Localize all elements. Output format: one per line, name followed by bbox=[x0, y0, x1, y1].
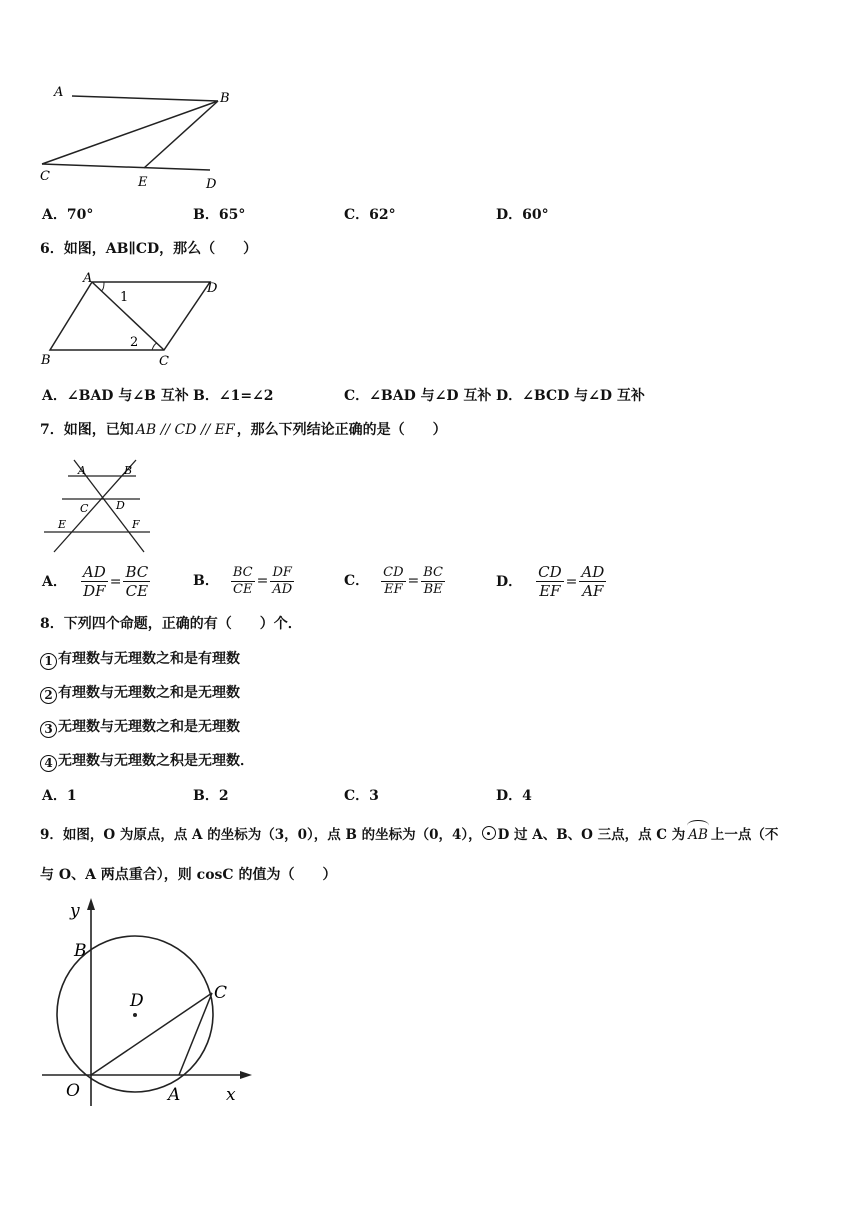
q6-label-b: B bbox=[41, 353, 51, 368]
proposition-text: 有理数与无理数之和是有理数 bbox=[58, 651, 240, 667]
q7-label-d: D bbox=[116, 499, 125, 512]
fraction-numerator: BC bbox=[125, 563, 149, 581]
option-letter: D． bbox=[496, 788, 523, 804]
q9-label-c: C bbox=[214, 983, 228, 1003]
fraction-denominator: BE bbox=[423, 581, 443, 597]
fraction-denominator: EF bbox=[384, 581, 403, 597]
q6-stem: 6．如图，AB∥CD，那么（ ） bbox=[40, 241, 258, 257]
q5-label-c: C bbox=[40, 169, 50, 184]
q6-label-2: 2 bbox=[130, 335, 139, 350]
q9-stem-line2: 与 O、A 两点重合），则 cosC 的值为（ ） bbox=[40, 867, 337, 883]
q6-figure bbox=[36, 268, 226, 372]
q8-option-d[interactable] bbox=[496, 787, 532, 805]
fraction-numerator: AD bbox=[581, 563, 605, 581]
q9-label-b: B bbox=[74, 941, 87, 961]
option-letter: B． bbox=[193, 207, 219, 223]
option-text: ∠BAD 与∠B 互补 bbox=[66, 388, 189, 404]
q5-label-d: D bbox=[206, 177, 217, 192]
proposition-text: 有理数与无理数之和是无理数 bbox=[58, 685, 240, 701]
q7-label-c: C bbox=[80, 502, 89, 515]
q7-option-a[interactable] bbox=[42, 563, 150, 600]
q6-label-a: A bbox=[83, 271, 93, 286]
q6-option-d[interactable] bbox=[496, 387, 645, 405]
q7-figure bbox=[40, 452, 160, 554]
option-letter: D． bbox=[496, 388, 523, 404]
q7-option-c[interactable] bbox=[344, 565, 445, 597]
q5-option-a[interactable] bbox=[42, 206, 93, 224]
fraction-denominator: AF bbox=[582, 582, 604, 600]
option-text: ∠BAD 与∠D 互补 bbox=[369, 388, 492, 404]
q7-stem-prefix: 7．如图，已知 bbox=[40, 422, 134, 438]
proposition-number: 2 bbox=[40, 687, 57, 704]
q8-option-c[interactable] bbox=[344, 787, 379, 805]
q5-option-d[interactable] bbox=[496, 206, 549, 224]
q7-label-b: B bbox=[124, 464, 133, 477]
q9-stem-part2: D 过 A、B、O 三点，点 C 为 bbox=[497, 827, 686, 843]
option-letter: A． bbox=[42, 207, 67, 223]
q8-option-a[interactable] bbox=[42, 787, 77, 805]
fraction-numerator: CD bbox=[383, 565, 404, 580]
q7-stem bbox=[40, 421, 447, 439]
q9-label-d: D bbox=[130, 991, 144, 1011]
q5-label-b: B bbox=[220, 91, 230, 106]
fraction-denominator: CE bbox=[233, 581, 253, 597]
q9-stem-line1 bbox=[40, 820, 778, 844]
q7-stem-math: AB // CD // EF bbox=[135, 422, 235, 438]
option-text: 62° bbox=[369, 207, 396, 223]
q6-label-1: 1 bbox=[120, 290, 129, 305]
option-text: 1 bbox=[66, 788, 77, 804]
q5-figure bbox=[30, 80, 245, 198]
fraction-numerator: CD bbox=[538, 563, 562, 581]
proposition-text: 无理数与无理数之和是无理数 bbox=[58, 719, 240, 735]
q9-stem-part3: 上一点（不 bbox=[710, 827, 779, 843]
q7-stem-suffix: ，那么下列结论正确的是（ ） bbox=[236, 422, 447, 438]
q8-proposition bbox=[40, 684, 240, 704]
arc-ab: AB bbox=[688, 820, 708, 844]
option-letter: D． bbox=[496, 573, 523, 590]
q7-option-d[interactable] bbox=[496, 563, 606, 600]
q7-label-a: A bbox=[78, 464, 86, 477]
q6-option-c[interactable] bbox=[344, 387, 491, 405]
option-letter: C． bbox=[344, 207, 370, 223]
fraction-denominator: EF bbox=[539, 582, 561, 600]
proposition-text: 无理数与无理数之积是无理数． bbox=[58, 753, 254, 769]
equals-sign: = bbox=[109, 573, 122, 590]
option-text: ∠1=∠2 bbox=[218, 388, 274, 404]
q7-label-e: E bbox=[58, 518, 67, 531]
q6-label-c: C bbox=[159, 354, 169, 369]
option-text: 3 bbox=[369, 788, 379, 804]
option-text: 65° bbox=[218, 207, 246, 223]
q5-label-e: E bbox=[138, 175, 148, 190]
q9-label-a: A bbox=[168, 1085, 181, 1105]
q5-label-a: A bbox=[54, 85, 64, 100]
option-letter: A． bbox=[42, 573, 67, 590]
q9-figure bbox=[36, 894, 260, 1112]
proposition-number: 3 bbox=[40, 721, 57, 738]
fraction-denominator: DF bbox=[83, 582, 106, 600]
equals-sign: = bbox=[407, 573, 420, 590]
option-letter: B． bbox=[193, 388, 219, 404]
equals-sign: = bbox=[565, 573, 578, 590]
equals-sign: = bbox=[256, 573, 269, 590]
fraction-numerator: BC bbox=[232, 565, 253, 580]
q9-label-o: O bbox=[66, 1081, 80, 1101]
fraction-numerator: BC bbox=[423, 565, 444, 580]
option-letter: D． bbox=[496, 207, 523, 223]
option-letter: B． bbox=[193, 788, 219, 804]
q7-option-b[interactable] bbox=[193, 565, 294, 597]
q8-proposition bbox=[40, 650, 240, 670]
q8-proposition bbox=[40, 752, 254, 772]
q8-proposition bbox=[40, 718, 240, 738]
option-letter: C． bbox=[344, 788, 370, 804]
option-text: 4 bbox=[522, 788, 532, 804]
q6-label-d: D bbox=[207, 281, 218, 296]
fraction-numerator: DF bbox=[270, 565, 294, 582]
fraction-numerator: AD bbox=[82, 563, 106, 581]
option-letter: A． bbox=[42, 388, 67, 404]
proposition-number: 1 bbox=[40, 653, 57, 670]
q5-option-b[interactable] bbox=[193, 206, 245, 224]
q5-option-c[interactable] bbox=[344, 206, 396, 224]
q8-stem: 8．下列四个命题，正确的有（ ）个． bbox=[40, 616, 302, 632]
option-letter: C． bbox=[344, 573, 370, 590]
q9-label-x: x bbox=[226, 1085, 236, 1105]
option-letter: B． bbox=[193, 573, 219, 590]
q9-stem-part1: 9．如图，O 为原点，点 A 的坐标为（3，0），点 B 的坐标为（0，4）， bbox=[40, 827, 482, 843]
q9-label-y: y bbox=[70, 901, 80, 921]
option-letter: C． bbox=[344, 388, 370, 404]
option-text: 70° bbox=[66, 207, 94, 223]
fraction-denominator: AD bbox=[272, 581, 293, 597]
q6-option-a[interactable] bbox=[42, 387, 189, 405]
q7-label-f: F bbox=[132, 518, 140, 531]
q6-option-b[interactable] bbox=[193, 387, 274, 405]
option-text: 2 bbox=[218, 788, 229, 804]
option-text: 60° bbox=[522, 207, 549, 223]
fraction-denominator: CE bbox=[125, 582, 149, 600]
option-letter: A． bbox=[42, 788, 67, 804]
proposition-number: 4 bbox=[40, 755, 57, 772]
q8-option-b[interactable] bbox=[193, 787, 229, 805]
option-text: ∠BCD 与∠D 互补 bbox=[522, 388, 645, 404]
circle-dot-icon bbox=[482, 826, 496, 840]
